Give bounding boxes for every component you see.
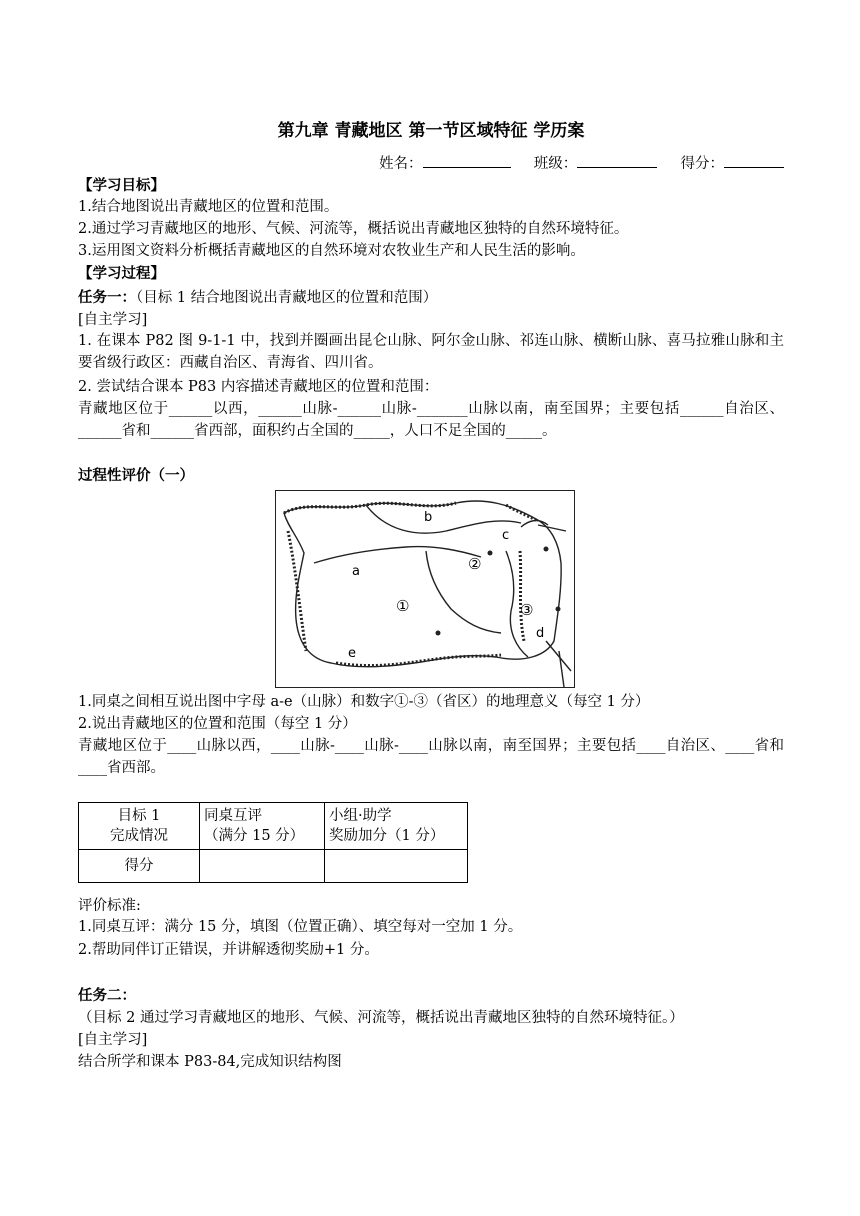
page-title: 第九章 青藏地区 第一节区域特征 学历案 (277, 121, 585, 141)
eval1-heading: 过程性评价（一） (78, 468, 194, 484)
eval1-fill: 青藏地区位于____山脉以西，____山脉-____山脉-____山脉以南，南至国界；主要包括____自治区、____省和____省西部。 (78, 738, 784, 776)
eval1-q2: 2.说出青藏地区的位置和范围（每空 1 分） (78, 716, 357, 732)
task2-goal: （目标 2 通过学习青藏地区的地形、气候、河流等，概括说出青藏地区独特的自然环境特征。） (78, 1010, 684, 1026)
map-label-2: ② (468, 555, 482, 573)
student-info (379, 152, 784, 173)
score-table (78, 802, 468, 883)
name-label: 姓名： (379, 156, 423, 172)
objective-item: 2.通过学习青藏地区的地形、气候、河流等，概括说出青藏地区独特的自然环境特征。 (78, 221, 629, 237)
name-blank[interactable] (423, 153, 511, 168)
objectives-heading: 【学习目标】 (78, 178, 165, 194)
map-label-d: d (536, 626, 545, 641)
task1-q2: 2. 尝试结合课本 P83 内容描述青藏地区的位置和范围： (78, 379, 439, 395)
task1-label: 任务一： (78, 290, 136, 306)
map-label-a: a (352, 564, 360, 579)
task1-line (78, 288, 437, 308)
task1-self-study: [自主学习] (78, 312, 148, 328)
map-label-e: e (348, 646, 356, 661)
score-table-peer-cell[interactable] (200, 850, 325, 883)
criteria-heading: 评价标准: (78, 898, 141, 914)
score-label: 得分： (680, 156, 724, 172)
class-blank[interactable] (577, 153, 657, 168)
score-table-header-peer: 同桌互评 （满分 15 分） (200, 803, 325, 850)
task2-instruction: 结合所学和课本 P83-84,完成知识结构图 (78, 1054, 342, 1070)
map-label-1: ① (396, 597, 410, 615)
objective-item: 1.结合地图说出青藏地区的位置和范围。 (78, 199, 339, 215)
score-table-bonus-cell[interactable] (325, 850, 468, 883)
objective-item: 3.运用图文资料分析概括青藏地区的自然环境对农牧业生产和人民生活的影响。 (78, 243, 585, 259)
eval1-q1: 1.同桌之间相互说出图中字母 a-e（山脉）和数字①-③（省区）的地理意义（每空 1 分） (78, 694, 650, 710)
qinghai-tibet-map (275, 490, 575, 688)
score-table-header-bonus: 小组·助学 奖励加分（1 分） (325, 803, 468, 850)
process-heading: 【学习过程】 (78, 266, 165, 282)
map-label-3: ③ (520, 601, 534, 619)
task1-q1: 1. 在课本 P82 图 9-1-1 中，找到并圈画出昆仑山脉、阿尔金山脉、祁连山脉、横断山脉、喜马拉雅山脉和主要省级行政区：西藏自治区、青海省、四川省。 (78, 333, 784, 371)
score-table-header-goal: 目标 1 完成情况 (79, 803, 200, 850)
score-blank[interactable] (724, 153, 784, 168)
criteria-item: 1.同桌互评：满分 15 分，填图（位置正确）、填空每对一空加 1 分。 (78, 919, 523, 935)
criteria-item: 2.帮助同伴订正错误，并讲解透彻奖励+1 分。 (78, 942, 379, 958)
task1-fill: 青藏地区位于______以西，______山脉-______山脉-_______山脉以南，南至国界；主要包括______自治区、______省和______省西部，面积约占全国的_____，人口不足全国的_____。 (78, 401, 784, 439)
task1-goal: （目标 1 结合地图说出青藏地区的位置和范围） (136, 290, 438, 306)
map-label-c: c (502, 528, 510, 543)
class-label: 班级： (533, 156, 578, 172)
task2-label: 任务二： (78, 988, 136, 1004)
task2-self-study: [自主学习] (78, 1032, 148, 1048)
map-label-b: b (424, 510, 433, 525)
map-graphic (276, 491, 574, 687)
score-table-row-label: 得分 (79, 850, 200, 883)
